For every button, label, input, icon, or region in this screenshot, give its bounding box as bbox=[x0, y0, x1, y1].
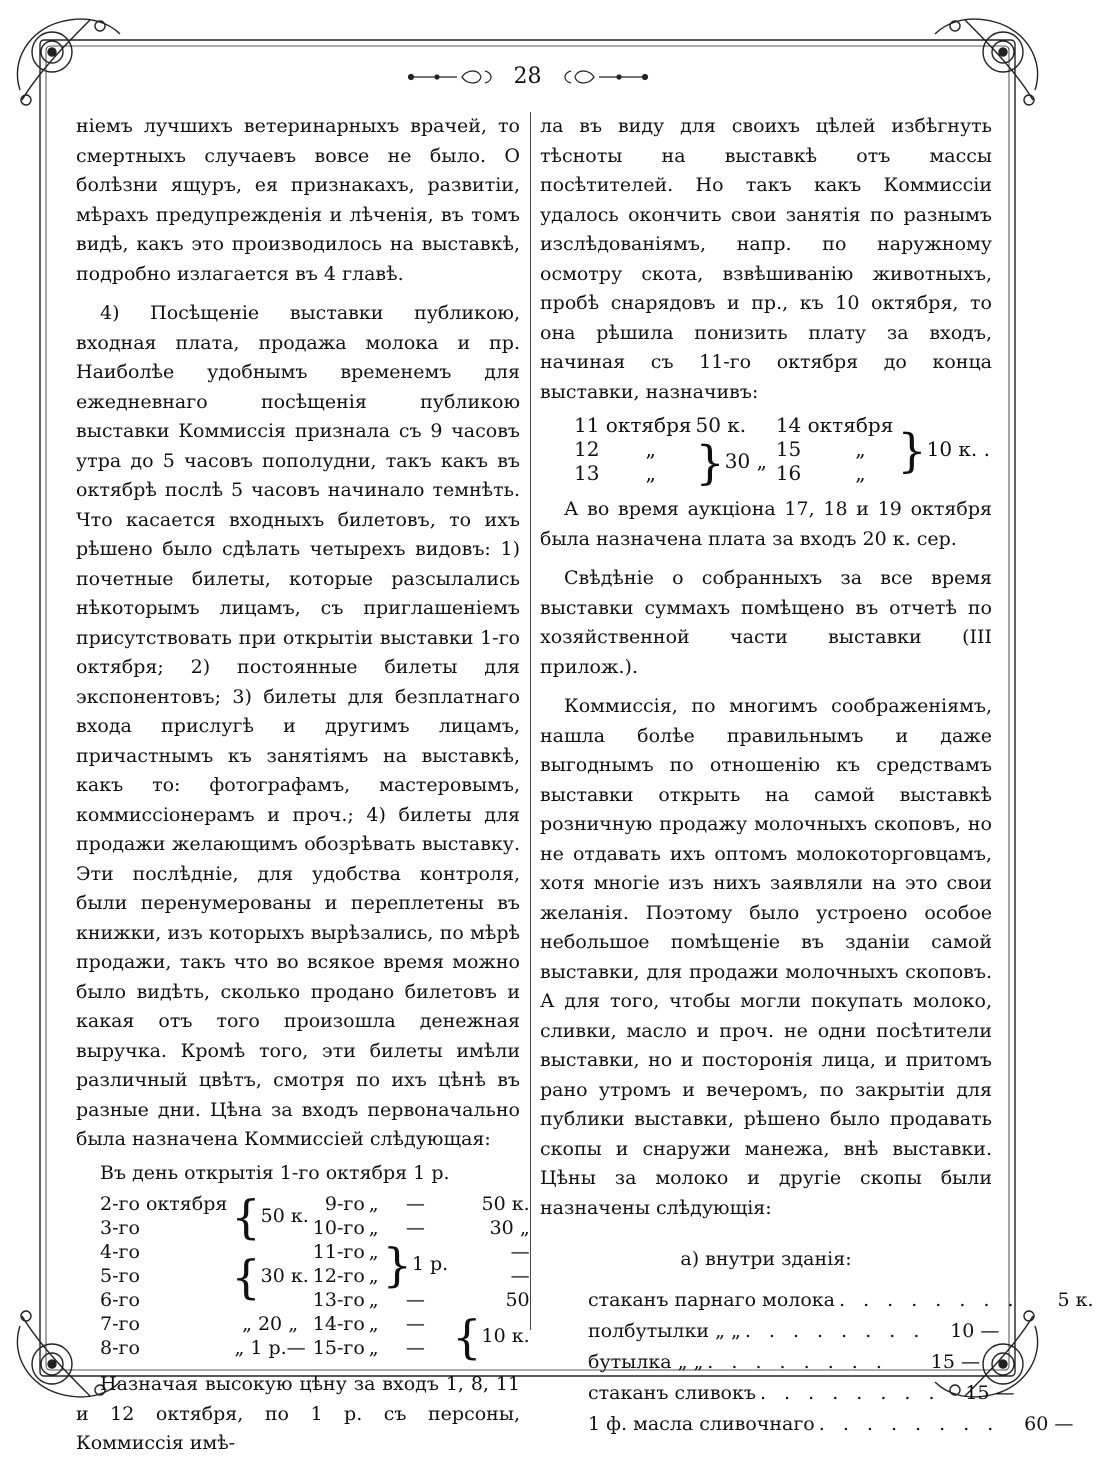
table-row: 7-го „ 20 „ 14-го „ — {10 к. bbox=[100, 1310, 530, 1364]
header-ornament-left bbox=[407, 67, 497, 87]
page-header bbox=[0, 64, 1055, 89]
left-paragraph-1: ніемъ лучшихъ ветеринарныхъ врачей, то смертныхъ случаевъ вовсе не было. О болѣзни ящуръ, ея признакахъ, развитіи, мѣрахъ предупрежденія и лѣченія, въ томъ видѣ, какъ это производилось на выставкѣ, подробно излагается въ 4 главѣ. bbox=[76, 115, 520, 285]
admission-schedule-table bbox=[98, 1190, 532, 1364]
left-paragraph-2: 4) Посѣщеніе выставки публикою, входная плата, продажа молока и пр. Наиболѣе удобнымъ временемъ для ежедневнаго посѣщенія публикою выставки Коммиссія признала съ 9 часовъ утра до 5 часовъ пополудни, такъ какъ въ октябрѣ послѣ 5 часовъ начинало темнѣть. Что касается входныхъ билетовъ, то ихъ рѣшено было сдѣлать четырехъ видовъ: 1) почетные билеты, которые разсылались нѣкоторымъ лицамъ, съ приглашеніемъ присутствовать при открытіи выставки 1-го октября; 2) постоянные билеты для экспонентовъ; 3) билеты для безплатнаго входа прислугѣ и другимъ лицамъ, причастнымъ къ занятіямъ на выставкѣ, какъ то: фотографамъ, мастеровымъ, коммиссіонерамъ и проч.; 4) билеты для продажи желающимъ обозрѣвать выставку. Эти послѣдніе, для удобства контроля, были перенумерованы и переплетены въ книжки, изъ которыхъ вырѣзались, по мѣрѣ продажи, такъ что во всякое время можно было видѣть, сколько продано билетовъ и какая отъ того произошла денежная выручка. Кромѣ того, эти билеты имѣли различный цвѣтъ, смотря по ихъ цѣнѣ въ разные дни. Цѣна за входъ первоначально была назначена Коммиссіей слѣдующая: bbox=[76, 302, 520, 1150]
left-column bbox=[76, 112, 530, 1459]
right-paragraph-1: ла въ виду для своихъ цѣлей избѣгнуть тѣсноты на выставкѣ отъ массы посѣтителей. Но такъ какъ Коммиссіи удалось окончить свои занятія по разнымъ изслѣдованіямъ, напр. по наружному осмотру скота, взвѣшиванію животныхъ, пробѣ снарядовъ и пр., къ 10 октября, то она рѣшила понизить плату за входъ, начиная съ 11-го октября до конца выставки, назначивъ: bbox=[540, 115, 992, 403]
right-paragraph-4: Коммиссія, по многимъ соображеніямъ, нашла болѣе правильнымъ и даже выгоднымъ по отношенію къ средствамъ выставки открыть на самой выставкѣ розничную продажу молочныхъ скоповъ, но не отдавать ихъ оптомъ молокоторговцамъ, хотя многіе изъ нихъ заявляли на это свои желанія. Поэтому было устроено особое небольшое помѣщеніе въ зданіи самой выставки, для продажи молочныхъ скоповъ. А для того, чтобы могли покупать молоко, сливки, масло и проч. не одни посѣтители выставки, но и посторонія лица, и притомъ рано утромъ и вечеромъ, по закрытіи для публики выставки, рѣшено было продавать скопы и снаружи манежа, внѣ выставки. Цѣны за молоко и другіе скопы были назначены слѣдующія: bbox=[540, 695, 992, 1219]
reduced-price-table bbox=[572, 413, 992, 490]
list-item: стаканъ парнаго молока . . . . . . . . 5 к. bbox=[588, 1288, 1094, 1311]
corner-ornament-top-left bbox=[17, 19, 120, 105]
list-item: 1 ф. масла сливочнаго . . . . . . . . 60 — bbox=[588, 1412, 1074, 1435]
page-number: 28 bbox=[513, 64, 542, 89]
table-row: 6-го 13-го „ — 50 bbox=[100, 1289, 530, 1311]
milk-price-list bbox=[540, 1285, 1094, 1440]
right-paragraph-3: Свѣдѣніе о собранныхъ за все время выставки суммахъ помѣщено въ отчетѣ по хозяйственной части выставки (III прилож.). bbox=[540, 567, 992, 678]
header-ornament-right bbox=[559, 67, 649, 87]
right-paragraph-2: А во время аукціона 17, 18 и 19 октября была назначена плата за входъ 20 к. сер. bbox=[540, 498, 992, 550]
right-column bbox=[540, 112, 1094, 1440]
column-divider bbox=[530, 112, 531, 1330]
table-row: 12 „ }30 „ 15 „ bbox=[574, 435, 866, 490]
table-row: 11 октября 50 к. 14 октября }10 к. . bbox=[574, 413, 990, 478]
table-row: 2-го октября {50 к. 9-го „ — 50 к. bbox=[100, 1190, 530, 1244]
list-item: полбутылки „ „ . . . . . . . . 10 — bbox=[588, 1319, 1000, 1342]
opening-line: Въ день открытія 1-го октября 1 р. bbox=[100, 1161, 450, 1184]
corner-ornament-top-right bbox=[935, 19, 1038, 105]
list-item: бутылка „ „ . . . . . . . . 15 — bbox=[588, 1350, 980, 1373]
section-heading: а) внутри зданія: bbox=[680, 1248, 852, 1270]
table-row: 4-го {30 к. 11-го „ }1 р. — bbox=[100, 1238, 530, 1304]
left-paragraph-3: Назначая высокую цѣну за входъ 1, 8, 11 и 12 октября, по 1 р. съ персоны, Коммиссія имѣ- bbox=[76, 1373, 520, 1454]
table-row: 8-го „ 1 р.— 15-го „ — bbox=[100, 1337, 425, 1359]
table-row: 3-го 10-го „ — 30 „ bbox=[100, 1217, 530, 1239]
list-item: стаканъ сливокъ . . . . . . . . 15 — bbox=[588, 1381, 1015, 1404]
table-row: 5-го 12-го „ — bbox=[100, 1265, 530, 1287]
table-row: 13 „ 16 „ bbox=[574, 461, 866, 485]
